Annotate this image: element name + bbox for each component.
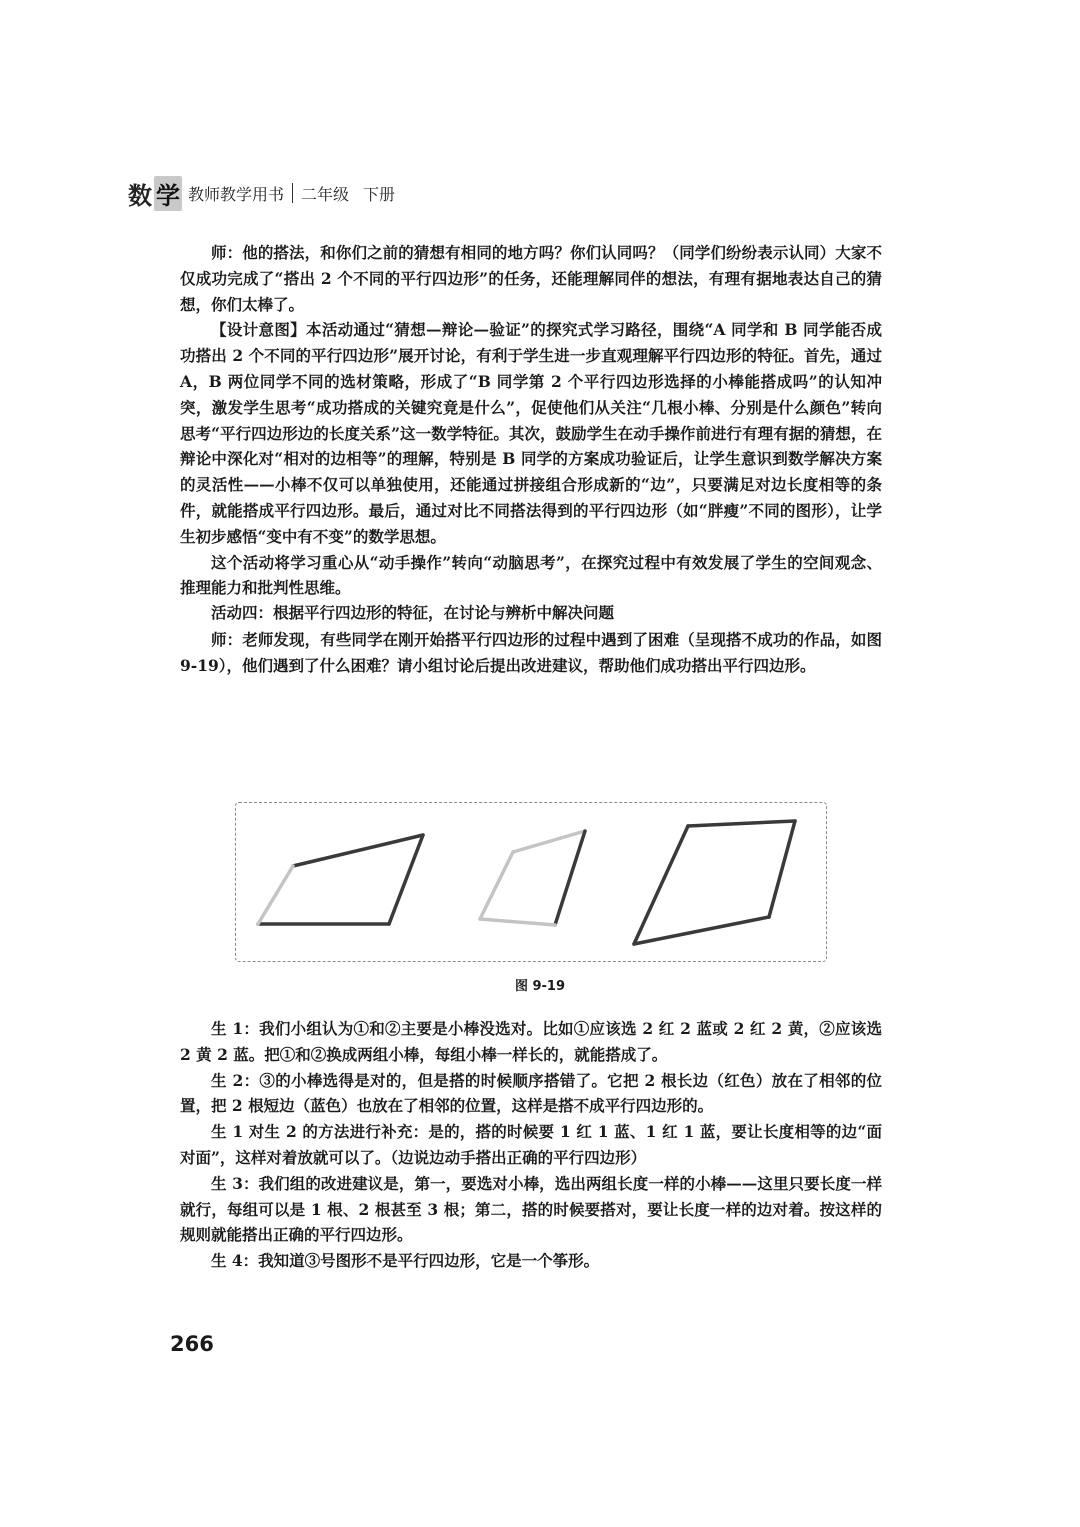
shape-3-top-stick (688, 821, 795, 826)
body-text-bottom (180, 1016, 882, 1274)
running-header (128, 176, 395, 210)
shape-1 (258, 835, 423, 924)
logo-char-1: 数 (128, 181, 152, 210)
header-divider (292, 183, 293, 203)
page-number: 266 (170, 1332, 214, 1356)
teacher-prompt-paragraph: 师：老师发现，有些同学在刚开始搭平行四边形的过程中遇到了困难（呈现搭不成功的作品，如图 9-19），他们遇到了什么困难？请小组讨论后提出改进建议，帮助他们成功搭出平行四边形。 (180, 629, 882, 675)
shape-2-left-stick (480, 852, 513, 919)
activity-heading: 活动四：根据平行四边形的特征，在讨论与辨析中解决问题 (211, 604, 615, 623)
body-text-top (180, 240, 882, 679)
shape-1-left-stick (258, 866, 293, 924)
subject-logo (128, 176, 182, 211)
grade-label: 二年级 (301, 184, 350, 204)
student-1-supplement-paragraph: 生 1 对生 2 的方法进行补充：是的，搭的时候要 1 红 1 蓝、1 红 1 蓝，要让长度相等的边“面对面”，这样对着放就可以了。（边说边动手搭出正确的平行四边形） (180, 1122, 882, 1167)
shape-3 (634, 821, 795, 944)
figure-9-19 (235, 802, 827, 962)
book-title: 教师教学用书 (188, 184, 285, 204)
shape-3-right-stick (769, 821, 795, 917)
shape-3-bottom-stick (634, 917, 769, 944)
student-2-paragraph: 生 2：③的小棒选得是对的，但是搭的时候顺序搭错了。它把 2 根长边（红色）放在了相邻的位置，把 2 根短边（蓝色）也放在了相邻的位置，这样是搭不成平行四边形的。 (180, 1070, 882, 1116)
teacher-paragraph: 师：他的搭法，和你们之前的猜想有相同的地方吗？你们认同吗？（同学们纷纷表示认同）大家不仅成功完成了“搭出 2 个不同的平行四边形”的任务，还能理解同伴的想法，有理有据地表达自己的猜想，你们太棒了。 (180, 243, 882, 314)
shape-1-right-stick (389, 835, 423, 924)
student-1-paragraph: 生 1：我们小组认为①和②主要是小棒没选对。比如①应该选 2 红 2 蓝或 2 红 2 黄，②应该选 2 黄 2 蓝。把①和②换成两组小棒，每组小棒一样长的，就能搭成了。 (180, 1019, 882, 1064)
shape-2-bottom-stick (480, 919, 555, 925)
shape-3-left-stick (634, 826, 688, 944)
student-3-paragraph: 生 3：我们组的改进建议是，第一，要选对小棒，选出两组长度一样的小棒——这里只要长度一样就行，每组可以是 1 根、2 根甚至 3 根；第二，搭的时候要搭对，要让长度一样的边对着。按这样的规则就能搭出正确的平行四边形。 (180, 1173, 882, 1245)
figure-caption: 图 9-19 (514, 979, 566, 994)
shape-1-top-stick (293, 835, 423, 866)
shape-2 (480, 831, 585, 925)
term-label: 下册 (363, 184, 396, 204)
figure-drawing (236, 803, 826, 961)
logo-char-2: 学 (154, 176, 182, 211)
design-intent-paragraph: 【设计意图】本活动通过“猜想—辩论—验证”的探究式学习路径，围绕“A 同学和 B 同学能否成功搭出 2 个不同的平行四边形”展开讨论，有利于学生进一步直观理解平行四边形的特征。首先，通过 A，B 两位同学不同的选材策略，形成了“B 同学第 2 个平行四边形选择的小棒能搭成吗”的认知冲突，激发学生思考“成功搭成的关键究竟是什么”，促使他们从关注“几根小棒、分别是什么颜色”转向思考“平行四边形边的长度关系”这一数学特征。其次，鼓励学生在动手操作前进行有理有据的猜想，在辩论中深化对“相对的边相等”的理解，特别是 B 同学的方案成功验证后，让学生意识到数学解决方案的灵活性——小棒不仅可以单独使用，还能通过拼接组合形成新的“边”，只要满足对边长度相等的条件，就能搭成平行四边形。最后，通过对比不同搭法得到的平行四边形（如“胖瘦”不同的图形），让学生初步感悟“变中有不变”的数学思想。 (180, 320, 882, 546)
shape-2-top-stick (513, 831, 585, 852)
student-4-paragraph: 生 4：我知道③号图形不是平行四边形，它是一个筝形。 (211, 1251, 600, 1271)
shape-2-right-stick (555, 831, 585, 925)
summary-paragraph: 这个活动将学习重心从“动手操作”转向“动脑思考”，在探究过程中有效发展了学生的空间观念、推理能力和批判性思维。 (180, 552, 882, 598)
